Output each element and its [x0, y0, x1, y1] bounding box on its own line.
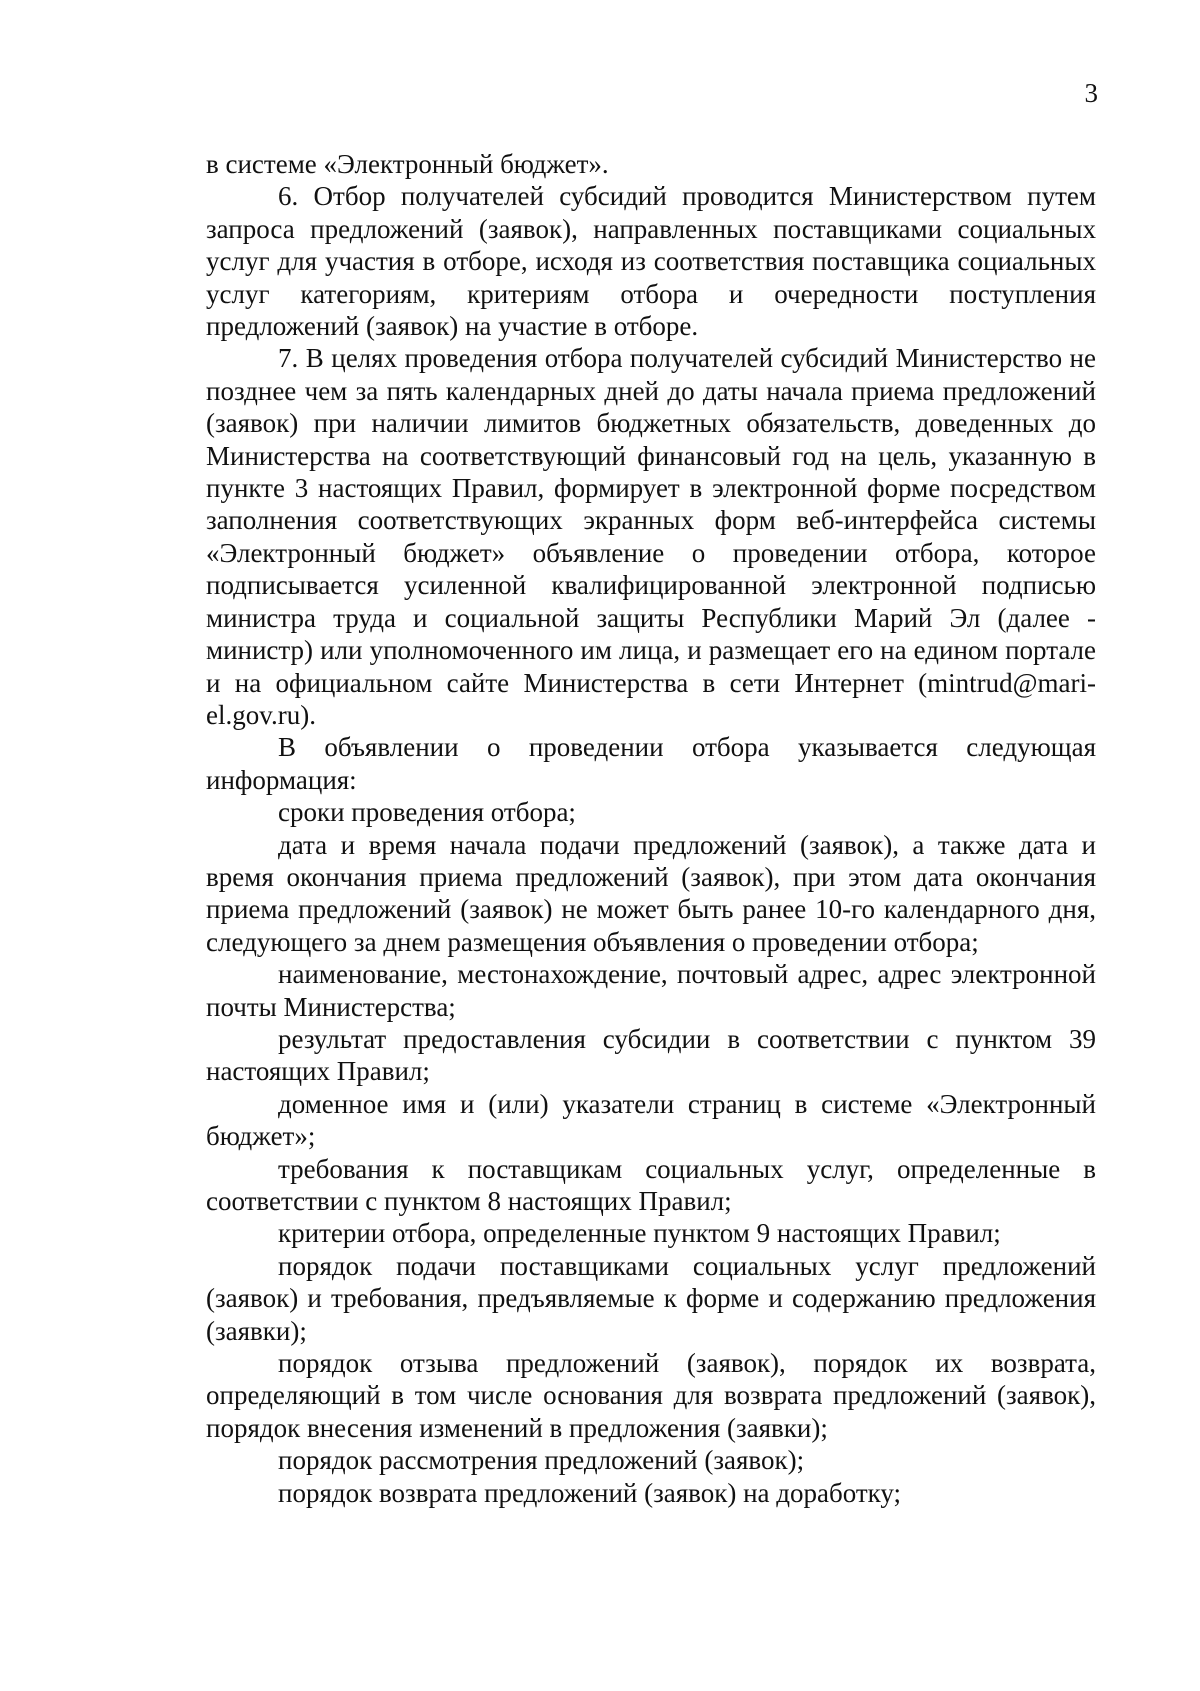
list-item-criteria: критерии отбора, определенные пунктом 9 настоящих Правил; — [278, 1218, 1001, 1249]
document-body — [206, 148, 1096, 1509]
list-item-submission-order: порядок подачи поставщиками социальных услуг предложений (заявок) и требования, предъявляемые к форме и содержанию предложения (заявки); — [206, 1250, 1096, 1346]
paragraph-item-7: 7. В целях проведения отбора получателей субсидий Министерство не позднее чем за пять календарных дней до даты начала приема предложений (заявок) при наличии лимитов бюджетных обязательств, доведенных до Министерства на соответствующий финансовый год на цель, указанную в пункте 3 настоящих Правил, формирует в электронной форме посредством заполнения соответствующих экранных форм веб-интерфейса системы «Электронный бюджет» объявление о проведении отбора, которое подписывается усиленной квалифицированной электронной подписью министра труда и социальной защиты Республики Марий Эл (далее - министр) или уполномоченного им лица, и размещает его на едином портале и на официальном сайте Министерства в сети Интернет (mintrud@mari-el.gov.ru). — [206, 343, 1096, 730]
list-item-domain: доменное имя и (или) указатели страниц в системе «Электронный бюджет»; — [206, 1088, 1096, 1152]
list-item-withdrawal-order: порядок отзыва предложений (заявок), порядок их возврата, определяющий в том числе основания для возврата предложений (заявок), порядок внесения изменений в предложения (заявки); — [206, 1348, 1096, 1443]
list-item-terms: сроки проведения отбора; — [278, 797, 576, 828]
list-item-dates: дата и время начала подачи предложений (заявок), а также дата и время окончания приема предложений (заявок), при этом дата окончания приема предложений (заявок) не может быть ранее 10-го календарного дня, следующего за днем размещения объявления о проведении отбора; — [206, 829, 1096, 957]
list-item-return-order: порядок возврата предложений (заявок) на доработку; — [278, 1477, 902, 1508]
paragraph-announcement-intro: В объявлении о проведении отбора указывается следующая информация: — [206, 732, 1096, 795]
page-number: 3 — [1084, 78, 1098, 108]
paragraph-item-6: 6. Отбор получателей субсидий проводится Министерством путем запроса предложений (заявок), направленных поставщиками социальных услуг для участия в отборе, исходя из соответствия поставщика социальных услуг категориям, критериям отбора и очередности поступления предложений (заявок) на участие в отборе. — [206, 181, 1096, 342]
list-item-result: результат предоставления субсидии в соответствии с пунктом 39 настоящих Правил; — [206, 1023, 1096, 1087]
list-item-requirements: требования к поставщикам социальных услуг, определенные в соответствии с пунктом 8 настоящих Правил; — [206, 1153, 1096, 1216]
list-item-address: наименование, местонахождение, почтовый адрес, адрес электронной почты Министерства; — [206, 959, 1096, 1022]
list-item-review-order: порядок рассмотрения предложений (заявок); — [278, 1445, 805, 1476]
paragraph-continuation: в системе «Электронный бюджет». — [206, 149, 609, 179]
